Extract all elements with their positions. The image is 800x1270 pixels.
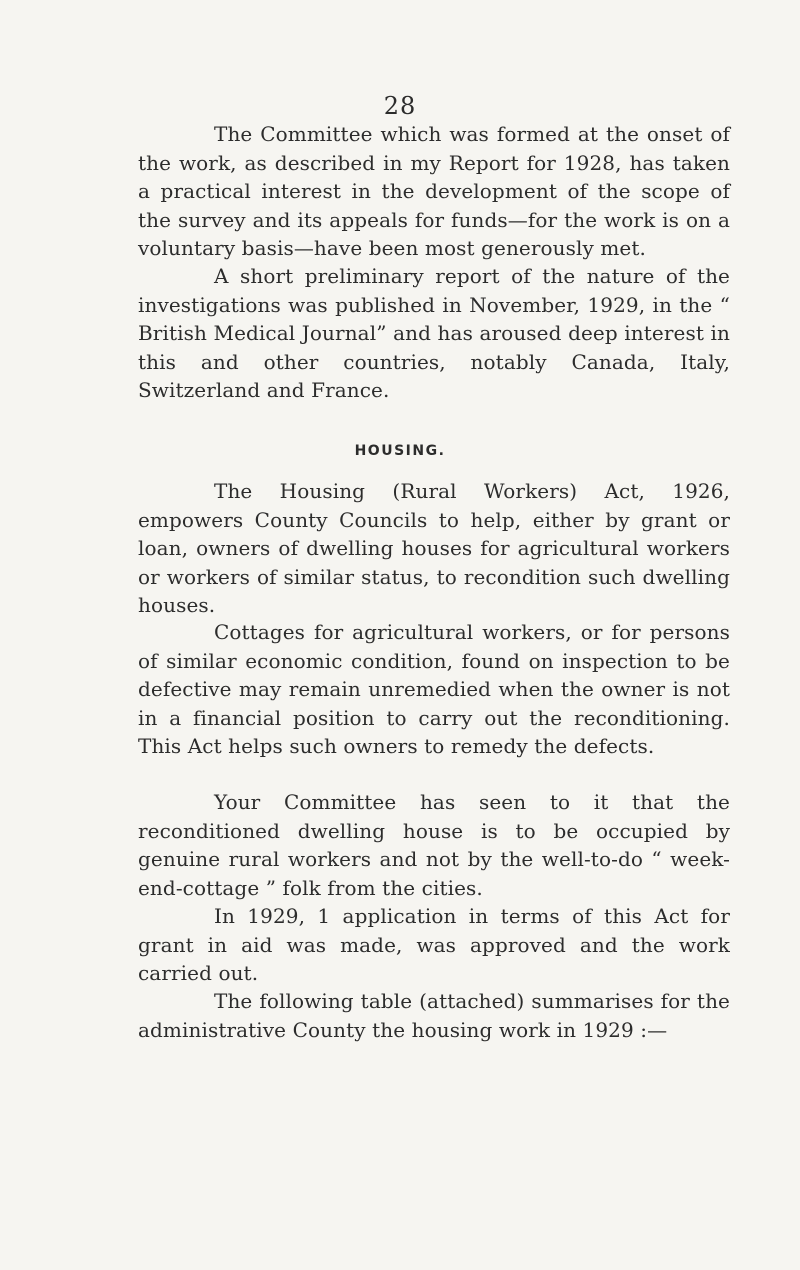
paragraph-text: In 1929, 1 application in terms of this Act for grant in aid was made, was approved and the work carried out. [138, 904, 730, 985]
paragraph-text: A short preliminary report of the nature of the investigations was published in November, 1929, in the “ British Medical Journal” and has aroused deep interest in this and other countries, notably Canada, Italy, Switzerland and France. [138, 264, 730, 402]
paragraph-committee [138, 120, 730, 263]
paragraph-preliminary-report [138, 262, 730, 405]
paragraph-text: Cottages for agricultural workers, or for persons of similar economic condition, found on inspection to be defective may remain unremedied when the owner is not in a financial position to carry out the reconditioning. This Act helps such owners to remedy the defects. [138, 620, 730, 758]
page-number: 28 [383, 92, 417, 120]
paragraph-table-summary [138, 987, 730, 1044]
paragraph-text: The Committee which was formed at the onset of the work, as described in my Report for 1928, has taken a practical interest in the development of the scope of the survey and its appeals for funds—for the work is on a voluntary basis—have been most generously met. [138, 122, 730, 260]
paragraph-cottages [138, 618, 730, 761]
paragraph-text: Your Committee has seen to it that the reconditioned dwelling house is to be occupied by genuine rural workers and not by the well-to-do “ week-end-cottage ” folk from the cities. [138, 790, 730, 900]
paragraph-text: The following table (attached) summarises for the administrative County the housing work in 1929 :— [138, 989, 730, 1042]
section-heading-housing: HOUSING. [354, 443, 446, 459]
paragraph-text: The Housing (Rural Workers) Act, 1926, empowers County Councils to help, either by grant or loan, owners of dwelling houses for agricultural workers or workers of similar status, to recondition such dwelling houses. [138, 479, 730, 617]
paragraph-housing-act [138, 477, 730, 620]
paragraph-application [138, 902, 730, 988]
paragraph-committee-occupancy [138, 788, 730, 902]
